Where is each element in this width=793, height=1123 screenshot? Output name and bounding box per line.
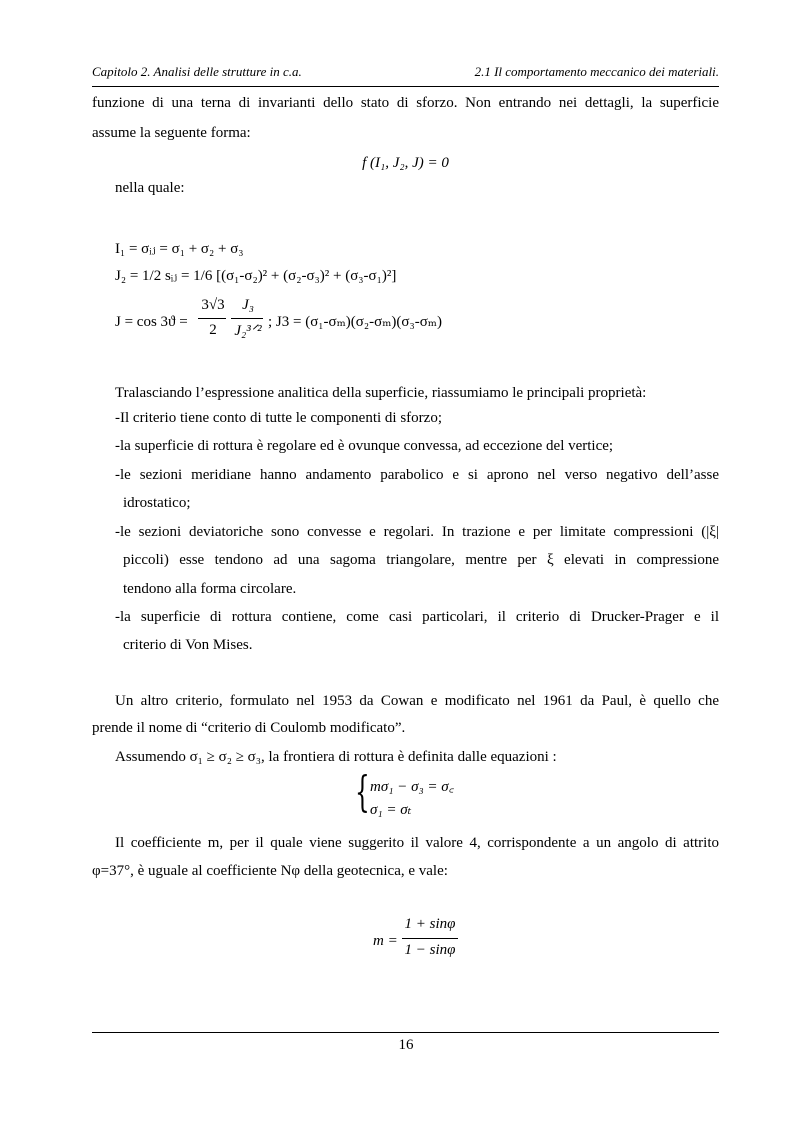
fraction-denominator: J₂³ᐟ² xyxy=(234,323,262,339)
list-item-continuation: tendono alla forma circolare. xyxy=(123,581,297,597)
list-item-continuation: piccoli) esse tendono ad una sagoma triangolare, mentre per ξ elevati in compressione xyxy=(123,552,719,568)
list-item: -Il criterio tiene conto di tutte le componenti di sforzo; xyxy=(115,410,442,426)
paragraph-line: Un altro criterio, formulato nel 1953 da Cowan e modificato nel 1961 da Paul, è quello che xyxy=(115,693,719,709)
equation-j3: ; J3 = (σ₁-σₘ)(σ₂-σₘ)(σ₃-σₘ) xyxy=(268,314,442,330)
fraction-denominator: 1 − sinφ xyxy=(404,942,456,958)
list-item: -la superficie di rottura è regolare ed è ovunque convessa, ad eccezione del vertice; xyxy=(115,438,614,454)
fraction-numerator: J₃ xyxy=(242,297,254,313)
running-header-section: 2.1 Il comportamento meccanico dei materiali. xyxy=(474,64,719,79)
equation-system-row: mσ₁ − σ₃ = σ꜀ xyxy=(370,779,454,795)
list-item-continuation: idrostatico; xyxy=(123,495,191,511)
list-item: -la superficie di rottura contiene, come casi particolari, il criterio di Drucker-Prager e il xyxy=(115,609,719,625)
equation-j2: J₂ = 1/2 sᵢⱼ = 1/6 [(σ₁-σ₂)² + (σ₂-σ₃)² + (σ₃-σ₁)²] xyxy=(115,268,397,284)
paragraph-line: funzione di una terna di invarianti dello stato di sforzo. Non entrando nei dettagli, la superficie xyxy=(92,95,719,111)
list-item-continuation: criterio di Von Mises. xyxy=(123,637,253,653)
fraction-bar xyxy=(231,318,263,319)
header-rule xyxy=(92,86,719,87)
fraction-numerator: 1 + sinφ xyxy=(404,916,456,932)
list-item: -le sezioni meridiane hanno andamento parabolico e si aprono nel verso negativo dell’asse xyxy=(115,467,719,483)
paragraph-line: Tralasciando l’espressione analitica della superficie, riassumiamo le principali proprietà: xyxy=(115,385,647,401)
fraction-bar xyxy=(402,938,458,939)
equation-j-lhs: J = cos 3ϑ = xyxy=(115,314,188,330)
paragraph-line: assume la seguente forma: xyxy=(92,125,251,141)
running-header-chapter: Capitolo 2. Analisi delle strutture in c.a. xyxy=(92,64,302,79)
page-number: 16 xyxy=(398,1037,414,1053)
paragraph-line: Assumendo σ₁ ≥ σ₂ ≥ σ₃, la frontiera di rottura è definita dalle equazioni : xyxy=(115,749,557,765)
footer-rule xyxy=(92,1032,719,1033)
paragraph-line: nella quale: xyxy=(115,180,185,196)
equation-i1: I₁ = σᵢⱼ = σ₁ + σ₂ + σ₃ xyxy=(115,241,244,257)
paragraph-line: φ=37°, è uguale al coefficiente Nφ della geotecnica, e vale: xyxy=(92,863,448,879)
equation-failure-surface: f (I₁, J₂, J) = 0 xyxy=(362,155,449,171)
equation-m-lhs: m = xyxy=(373,933,398,949)
equation-system-row: σ₁ = σₜ xyxy=(370,802,412,818)
list-item: -le sezioni deviatoriche sono convesse e regolari. In trazione e per limitate compressioni (|ξ| xyxy=(115,524,719,540)
paragraph-line: prende il nome di “criterio di Coulomb modificato”. xyxy=(92,720,406,736)
fraction-bar xyxy=(198,318,226,319)
paragraph-line: Il coefficiente m, per il quale viene suggerito il valore 4, corrispondente a un angolo di attrito xyxy=(115,835,719,851)
system-brace: { xyxy=(355,767,370,816)
fraction-numerator: 3√3 xyxy=(201,297,225,313)
fraction-denominator: 2 xyxy=(209,322,217,338)
